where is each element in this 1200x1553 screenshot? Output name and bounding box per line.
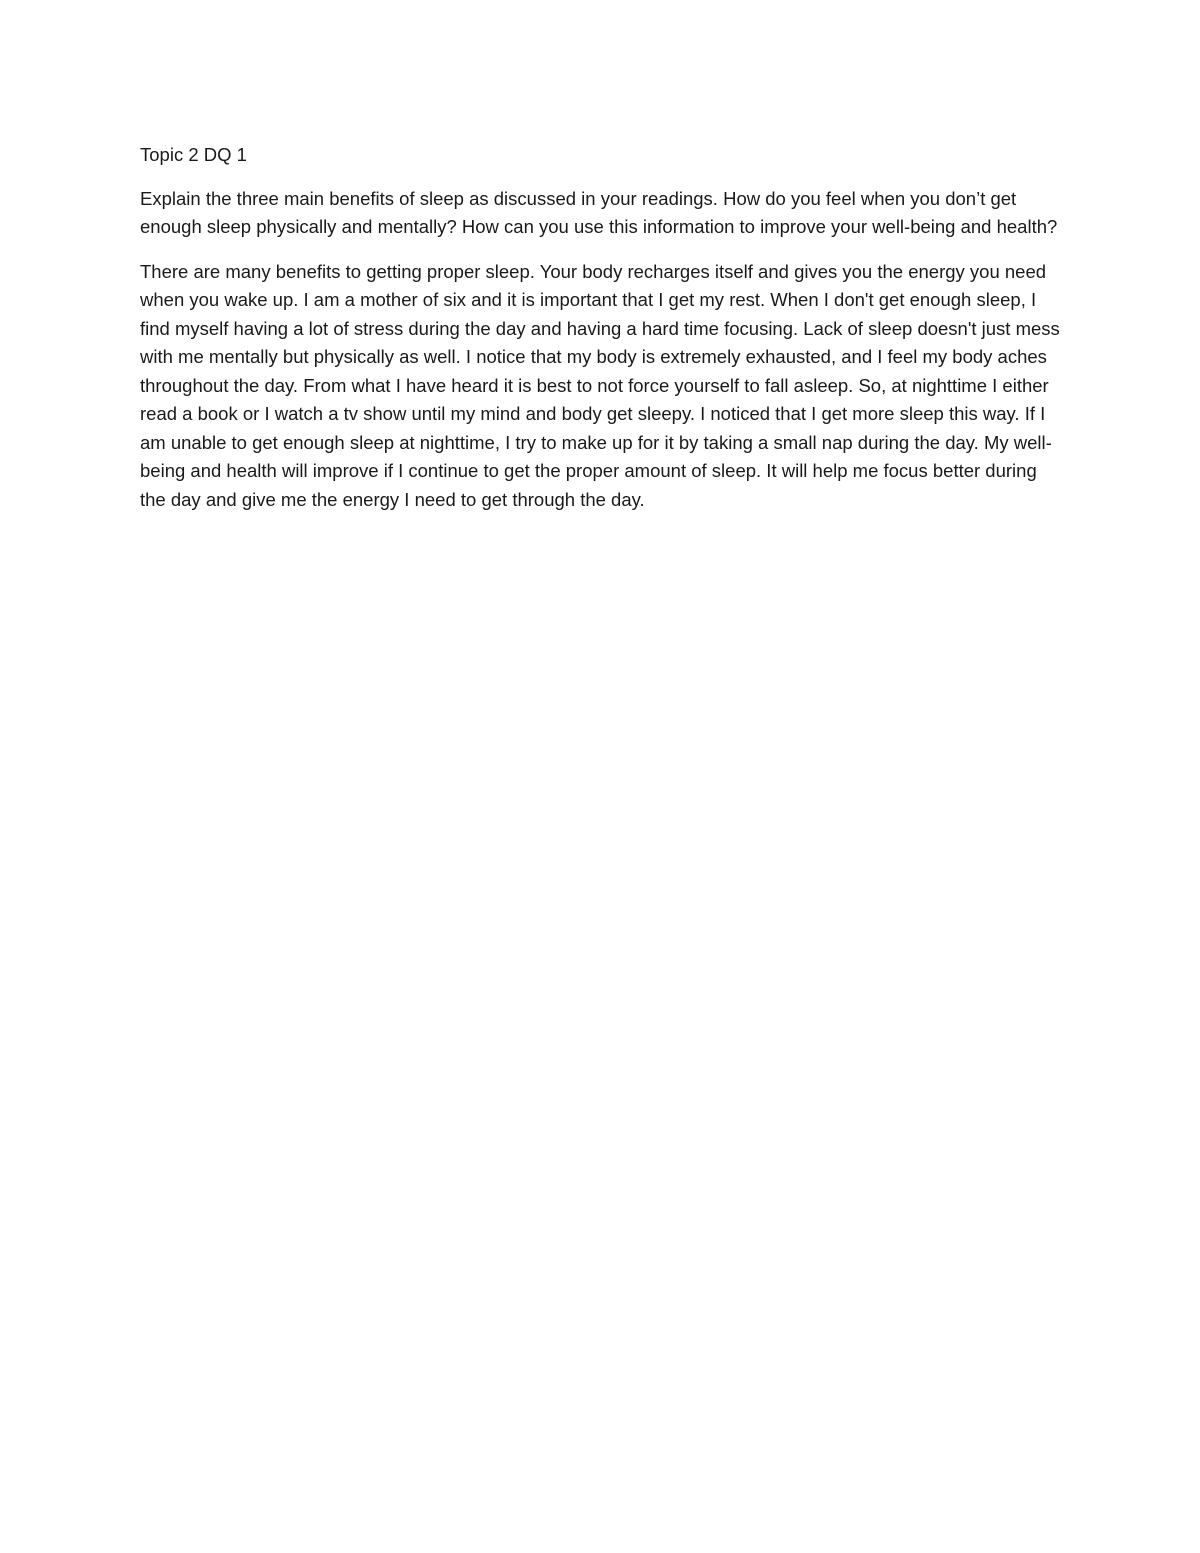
- document-title: Topic 2 DQ 1: [140, 144, 247, 165]
- document-body: [140, 141, 1065, 530]
- question-paragraph: Explain the three main benefits of sleep as discussed in your readings. How do you feel when you don’t get enough sleep physically and mentally? How can you use this information to improve your well-being and health?: [140, 187, 1058, 237]
- response-paragraph: There are many benefits to getting proper sleep. Your body recharges itself and gives you the energy you need when you wake up. I am a mother of six and it is important that I get my rest. When I don't get enough sleep, I find myself having a lot of stress during the day and having a hard time focusing. Lack of sleep doesn't just mess with me mentally but physically as well. I notice that my body is extremely exhausted, and I feel my body aches throughout the day. From what I have heard it is best to not force yourself to fall asleep. So, at nighttime I either read a book or I watch a tv show until my mind and body get sleepy. I noticed that I get more sleep this way. If I am unable to get enough sleep at nighttime, I try to make up for it by taking a small nap during the day. My well-being and health will improve if I continue to get the proper amount of sleep. It will help me focus better during the day and give me the energy I need to get through the day.: [140, 260, 1060, 510]
